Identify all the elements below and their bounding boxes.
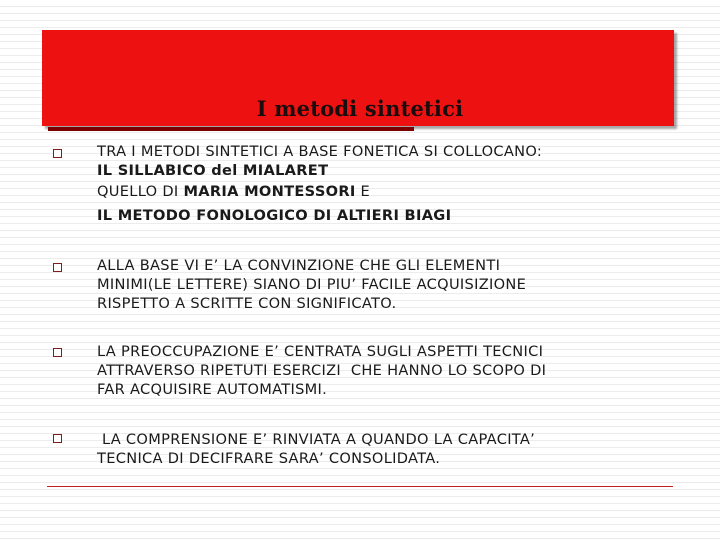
bullet-text-segment: ATTRAVERSO RIPETUTI ESERCIZI CHE HANNO LO SCOPO DI bbox=[97, 362, 547, 379]
bullet-line bbox=[97, 342, 677, 361]
bullet-line bbox=[97, 180, 677, 204]
bullet-text-segment: IL SILLABICO del MIALARET bbox=[97, 162, 329, 179]
bullet-line bbox=[97, 204, 677, 228]
bullet-marker-icon bbox=[53, 348, 62, 357]
bullet-marker-icon bbox=[53, 434, 62, 443]
bullet-text-segment: ALLA BASE VI E’ LA CONVINZIONE CHE GLI ELEMENTI bbox=[97, 257, 501, 274]
bullet-line bbox=[97, 161, 677, 180]
bullet-text-segment: E bbox=[355, 183, 371, 200]
bullet-line bbox=[97, 380, 677, 399]
bullet-line bbox=[97, 449, 677, 468]
bullet-text-segment: TECNICA DI DECIFRARE SARA’ CONSOLIDATA. bbox=[97, 450, 441, 467]
bullet-text-segment: TRA I METODI SINTETICI A BASE FONETICA SI COLLOCANO: bbox=[97, 143, 543, 160]
bullet-line bbox=[97, 142, 677, 161]
bullet-marker-icon bbox=[53, 149, 62, 158]
bullet-text-segment: QUELLO DI bbox=[97, 183, 184, 200]
bullet-text bbox=[97, 142, 677, 228]
bullet-line bbox=[97, 294, 677, 313]
bullet-line bbox=[97, 361, 677, 380]
bullet-text bbox=[97, 430, 677, 468]
bullet-text-segment: FAR ACQUISIRE AUTOMATISMI. bbox=[97, 381, 328, 398]
bullet-line bbox=[97, 275, 677, 294]
slide-title: I metodi sintetici bbox=[256, 96, 464, 121]
bullet-line bbox=[97, 256, 677, 275]
bullet-text-segment: MINIMI(LE LETTERE) SIANO DI PIU’ FACILE ACQUISIZIONE bbox=[97, 276, 527, 293]
bullet-text bbox=[97, 256, 677, 313]
bullet-text-segment: MARIA MONTESSORI bbox=[183, 183, 356, 200]
bullet-text-segment: LA PREOCCUPAZIONE E’ CENTRATA SUGLI ASPETTI TECNICI bbox=[97, 343, 544, 360]
bottom-divider bbox=[47, 486, 673, 487]
bullet-text bbox=[97, 342, 677, 399]
bullet-text-segment: RISPETTO A SCRITTE CON SIGNIFICATO. bbox=[97, 295, 397, 312]
bullet-marker-icon bbox=[53, 263, 62, 272]
bullet-line bbox=[97, 430, 677, 449]
bullet-text-segment: IL METODO FONOLOGICO DI ALTIERI BIAGI bbox=[97, 207, 452, 224]
bullet-text-segment: LA COMPRENSIONE E’ RINVIATA A QUANDO LA CAPACITA’ bbox=[97, 431, 536, 448]
